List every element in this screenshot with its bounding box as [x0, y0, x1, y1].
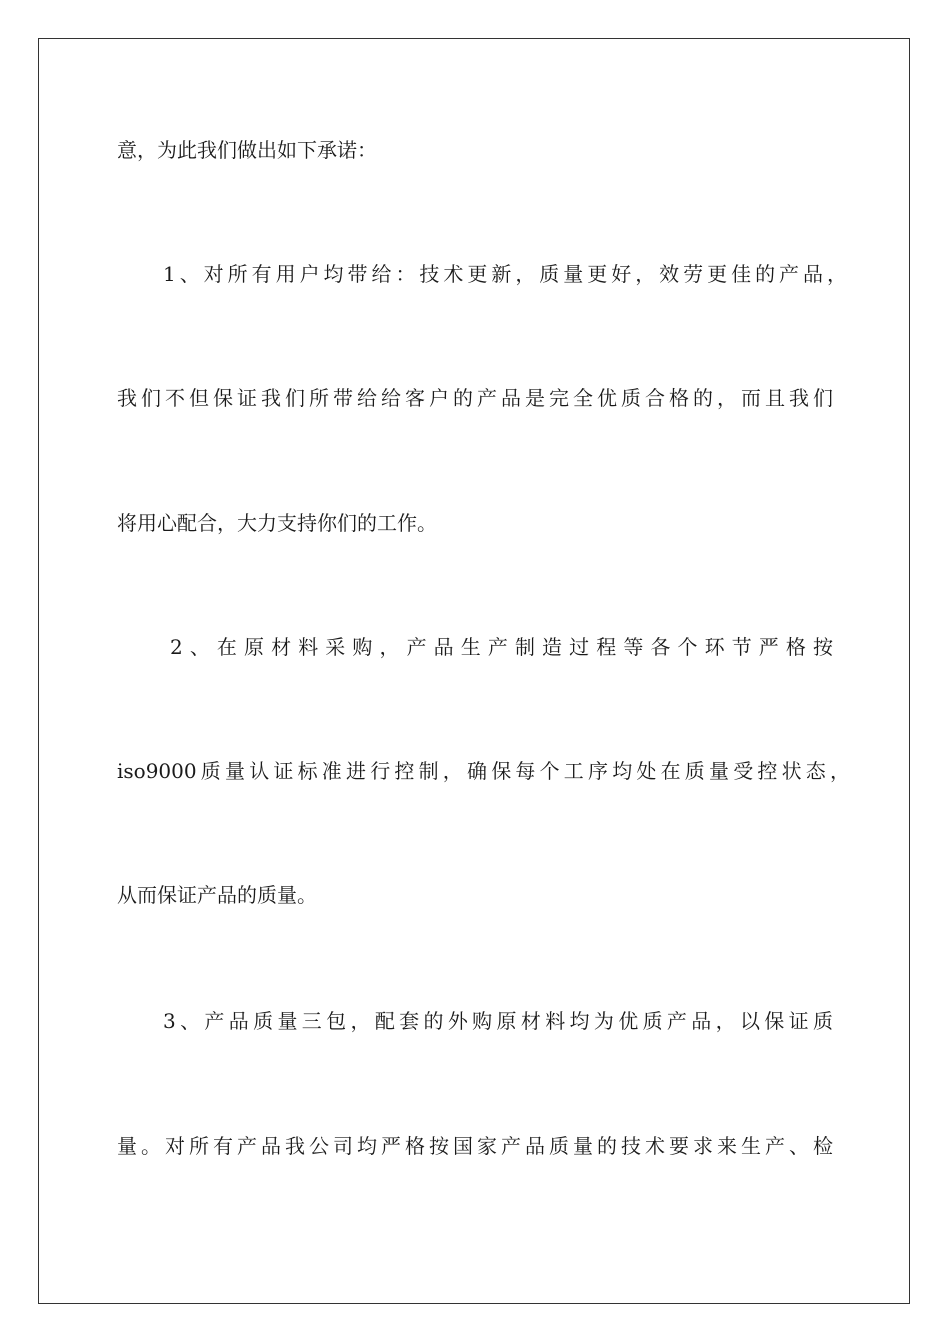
text-line: 我们不但保证我们所带给给客户的产品是完全优质合格的，而且我们 — [117, 386, 833, 410]
text-line: 将用心配合，大力支持你们的工作。 — [117, 511, 437, 535]
text-line: 2、在原材料采购，产品生产制造过程等各个环节严格按 — [170, 635, 833, 659]
text-line: 3、产品质量三包，配套的外购原材料均为优质产品，以保证质 — [163, 1009, 833, 1033]
text-line: 从而保证产品的质量。 — [117, 883, 317, 907]
text-line: 量。对所有产品我公司均严格按国家产品质量的技术要求来生产、检 — [117, 1134, 833, 1158]
text-line: 1、对所有用户均带给：技术更新，质量更好，效劳更佳的产品， — [163, 262, 847, 286]
page-border — [38, 38, 910, 1304]
text-line: 意，为此我们做出如下承诺： — [117, 138, 377, 162]
text-line: iso9000质量认证标准进行控制，确保每个工序均处在质量受控状态， — [117, 759, 850, 783]
